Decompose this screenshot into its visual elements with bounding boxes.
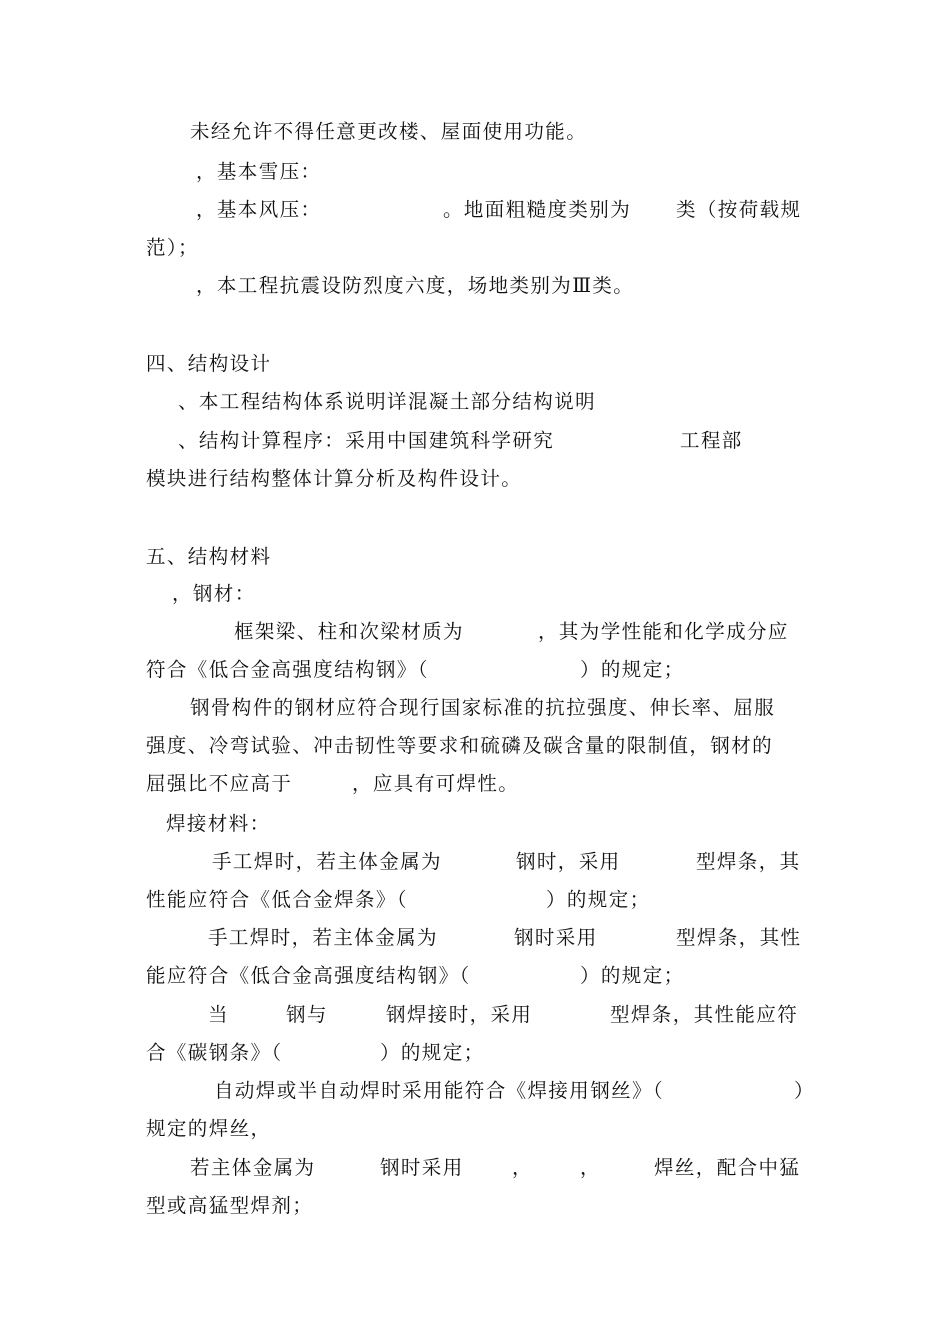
text-line: 。地面粗糙度类别为 [443,198,632,221]
text-line: 自动焊或半自动焊时采用能符合《焊接用钢丝》（ [214,1079,665,1102]
text-line: 焊丝，配合中猛 [654,1156,801,1179]
text-line: 性能应符合《低合金焊条》（ [146,888,408,911]
text-line: 钢时采用 [380,1156,464,1179]
text-line: ） [794,1079,815,1102]
text-line: ）的规定； [580,658,685,681]
text-line: 手工焊时，若主体金属为 [212,850,442,873]
text-line: 若主体金属为 [190,1156,316,1179]
section-heading: 四、结构设计 [146,352,272,375]
text-line: 框架梁、柱和次梁材质为 [234,620,464,643]
text-line: ，钢材： [172,582,256,605]
text-line: 规定的焊丝， [146,1117,272,1140]
text-line: 型焊条，其性能应符 [610,1003,799,1026]
text-line: 合《碳钢条》（ [146,1041,283,1064]
text-line: 型焊条，其 [696,850,801,873]
text-line: 范）； [146,236,199,259]
text-line: 屈强比不应高于 [146,772,293,795]
text-line: 型或高猛型焊剂； [146,1194,314,1217]
text-line: 钢骨构件的钢材应符合现行国家标准的抗拉强度、伸长率、屈服 [190,696,776,719]
text-line: 钢时采用 [514,926,598,949]
text-line: 钢焊接时，采用 [386,1003,533,1026]
text-line: ，其为学性能和化学成分应 [538,620,789,643]
text-line: ，应具有可焊性。 [352,772,520,795]
text-line: ，基本雪压： [196,160,322,183]
text-line: 工程部 [680,429,743,452]
text-line: 类（按荷载规 [676,198,802,221]
text-line: 钢与 [286,1003,328,1026]
text-line: ）的规定； [580,964,685,987]
text-line: 型焊条，其性 [676,926,802,949]
text-line: 强度、冷弯试验、冲击韧性等要求和硫磷及碳含量的限制值，钢材的 [146,734,774,757]
section-heading: 五、结构材料 [146,545,272,568]
text-line: 符合《低合金高强度结构钢》（ [146,658,429,681]
text-line: ， [580,1156,601,1179]
text-line: ）的规定； [546,888,651,911]
text-line: ，本工程抗震设防烈度六度，场地类别为Ⅲ类。 [196,274,635,297]
text-line: 焊接材料： [166,812,271,835]
text-line: 手工焊时，若主体金属为 [208,926,438,949]
text-line: 钢时，采用 [516,850,621,873]
text-line: ）的规定； [380,1041,485,1064]
text-line: 、结构计算程序：采用中国建筑科学研究 [178,429,555,452]
text-line: 未经允许不得任意更改楼、屋面使用功能。 [190,120,588,143]
text-line: 当 [208,1003,229,1026]
text-line: ，基本风压： [196,198,322,221]
text-line: 、本工程结构体系说明详混凝土部分结构说明 [178,390,597,413]
text-line: 模块进行结构整体计算分析及构件设计。 [146,467,523,490]
text-line: 能应符合《低合金高强度结构钢》（ [146,964,471,987]
text-line: ， [512,1156,533,1179]
